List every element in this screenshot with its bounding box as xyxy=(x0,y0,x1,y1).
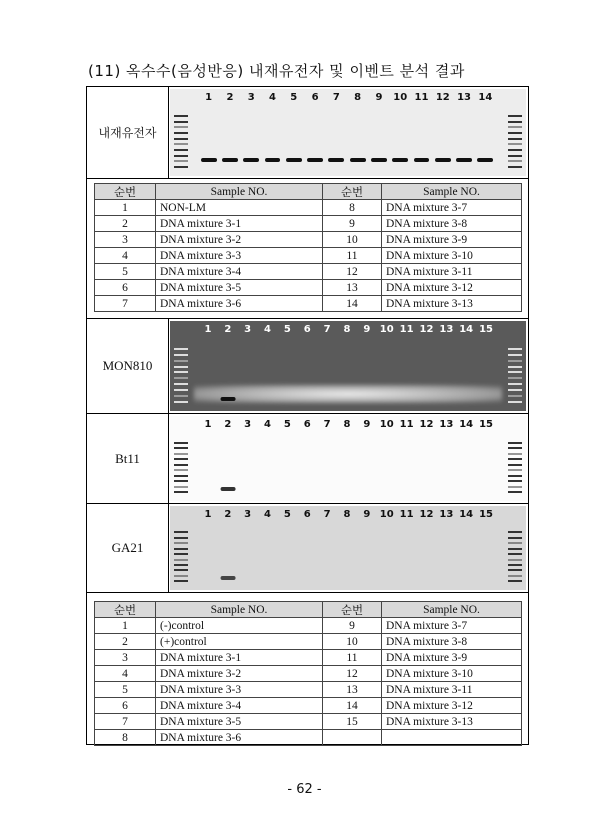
sample-index: 11 xyxy=(323,650,382,666)
ladder-band xyxy=(508,559,522,561)
sample-index: 8 xyxy=(95,730,156,746)
lane-number: 11 xyxy=(399,419,414,430)
ladder-band xyxy=(174,447,188,449)
ladder-band xyxy=(174,569,188,571)
lane-number: 14 xyxy=(478,92,493,103)
ladder-band xyxy=(508,121,522,123)
sample-name: DNA mixture 3-12 xyxy=(382,698,522,714)
lane-number: 9 xyxy=(363,419,371,430)
ladder-band xyxy=(174,542,188,544)
sample-index: 12 xyxy=(323,264,382,280)
ladder-band xyxy=(174,564,188,566)
sample-name: DNA mixture 3-9 xyxy=(382,232,522,248)
column-header: Sample NO. xyxy=(382,184,522,200)
table-row xyxy=(95,264,522,280)
sample-index: 12 xyxy=(323,666,382,682)
ladder-band xyxy=(508,160,522,162)
table-header xyxy=(95,184,522,200)
lane-number: 5 xyxy=(290,92,298,103)
lane-number: 5 xyxy=(283,509,291,520)
ladder-band xyxy=(508,531,522,533)
sample-name: DNA mixture 3-12 xyxy=(382,280,522,296)
ladder-band xyxy=(508,453,522,455)
lane-number: 13 xyxy=(439,419,454,430)
ladder-band xyxy=(508,366,522,368)
ladder-band xyxy=(174,480,188,482)
table-row xyxy=(95,682,522,698)
sample-name: DNA mixture 3-1 xyxy=(156,650,323,666)
ladder-band xyxy=(174,149,188,151)
ladder-band xyxy=(508,383,522,385)
table-row xyxy=(95,698,522,714)
lane-number: 12 xyxy=(419,509,434,520)
sample-name: DNA mixture 3-3 xyxy=(156,682,323,698)
ladder-band xyxy=(174,458,188,460)
gel-row-endogenous xyxy=(87,87,528,179)
ladder-band xyxy=(174,537,188,539)
sample-name: DNA mixture 3-10 xyxy=(382,248,522,264)
sample-index: 10 xyxy=(323,634,382,650)
table-row xyxy=(95,666,522,682)
lane-number: 3 xyxy=(244,324,252,335)
ladder-band xyxy=(508,115,522,117)
sample-index: 3 xyxy=(95,650,156,666)
column-header: Sample NO. xyxy=(382,602,522,618)
sample-name: DNA mixture 3-8 xyxy=(382,634,522,650)
lane-number: 8 xyxy=(354,92,362,103)
ladder-band xyxy=(508,469,522,471)
ladder-band xyxy=(508,401,522,403)
sample-index: 14 xyxy=(323,296,382,312)
section-title: (11) 옥수수(음성반응) 내재유전자 및 이벤트 분석 결과 xyxy=(88,62,465,80)
ladder-band xyxy=(508,138,522,140)
column-header: 순번 xyxy=(323,602,382,618)
ladder-band xyxy=(174,389,188,391)
ladder-band xyxy=(174,132,188,134)
sample-name: DNA mixture 3-13 xyxy=(382,296,522,312)
sample-index: 7 xyxy=(95,296,156,312)
lane-number: 15 xyxy=(479,419,494,430)
lane-number: 14 xyxy=(459,509,474,520)
ladder-band xyxy=(174,366,188,368)
sample-index: 9 xyxy=(323,216,382,232)
ladder-band xyxy=(174,575,188,577)
sample-table-row-2 xyxy=(87,593,528,745)
lane-number: 5 xyxy=(283,324,291,335)
sample-index: 6 xyxy=(95,280,156,296)
lane-number: 11 xyxy=(399,324,414,335)
sample-index: 2 xyxy=(95,216,156,232)
table-row xyxy=(95,618,522,634)
pcr-band xyxy=(243,158,259,162)
ladder-band xyxy=(508,580,522,582)
sample-name: DNA mixture 3-7 xyxy=(382,200,522,216)
ladder-band xyxy=(508,447,522,449)
sample-name: DNA mixture 3-7 xyxy=(382,618,522,634)
pcr-band xyxy=(220,576,235,580)
lane-number: 3 xyxy=(244,419,252,430)
sample-name: NON-LM xyxy=(156,200,323,216)
gel-image-bt11 xyxy=(170,416,526,501)
ladder-band xyxy=(174,138,188,140)
ladder-band xyxy=(508,126,522,128)
sample-name: DNA mixture 3-1 xyxy=(156,216,323,232)
lane-number: 11 xyxy=(414,92,429,103)
pcr-band xyxy=(350,158,366,162)
lane-number: 2 xyxy=(224,509,232,520)
lane-number: 8 xyxy=(343,509,351,520)
sample-index: 6 xyxy=(95,698,156,714)
lane-number: 3 xyxy=(247,92,255,103)
ladder-band xyxy=(508,475,522,477)
gel-image-mon810 xyxy=(170,321,526,411)
pcr-band xyxy=(392,158,408,162)
sample-index: 13 xyxy=(323,280,382,296)
lane-number: 11 xyxy=(399,509,414,520)
lane-number: 4 xyxy=(269,92,276,103)
ladder-band xyxy=(174,121,188,123)
sample-index: 2 xyxy=(95,634,156,650)
ladder-band xyxy=(174,442,188,444)
ladder-band xyxy=(174,401,188,403)
lane-number: 13 xyxy=(439,509,454,520)
column-header: Sample NO. xyxy=(156,602,323,618)
lane-number: 4 xyxy=(264,419,272,430)
lane-number: 15 xyxy=(479,324,494,335)
ladder-band xyxy=(508,537,522,539)
lane-number: 7 xyxy=(323,419,331,430)
ladder-band xyxy=(174,377,188,379)
table-row xyxy=(95,714,522,730)
ladder-band xyxy=(508,395,522,397)
lane-number: 1 xyxy=(205,92,213,103)
sample-name: (+)control xyxy=(156,634,323,650)
results-table xyxy=(86,86,529,745)
sample-name: DNA mixture 3-3 xyxy=(156,248,323,264)
ladder-band xyxy=(174,371,188,373)
ladder-band xyxy=(174,553,188,555)
ladder-band xyxy=(174,475,188,477)
ladder-band xyxy=(508,348,522,350)
sample-index: 1 xyxy=(95,618,156,634)
pcr-band xyxy=(307,158,323,162)
table-row xyxy=(95,296,522,312)
ladder-band xyxy=(174,115,188,117)
sample-name: DNA mixture 3-5 xyxy=(156,280,323,296)
pcr-band xyxy=(265,158,281,162)
lane-number: 7 xyxy=(323,324,331,335)
gel-label: 내재유전자 xyxy=(87,87,169,178)
sample-index: 1 xyxy=(95,200,156,216)
lane-number: 1 xyxy=(204,324,212,335)
sample-name: DNA mixture 3-4 xyxy=(156,698,323,714)
ladder-band xyxy=(174,155,188,157)
lane-number: 2 xyxy=(226,92,234,103)
lane-number: 14 xyxy=(459,419,474,430)
ladder-band xyxy=(508,480,522,482)
ladder-band xyxy=(174,559,188,561)
table-row xyxy=(95,232,522,248)
sample-index: 15 xyxy=(323,714,382,730)
lane-number: 10 xyxy=(393,92,408,103)
sample-index: 4 xyxy=(95,666,156,682)
ladder-band xyxy=(174,580,188,582)
table-row xyxy=(95,200,522,216)
sample-name: DNA mixture 3-11 xyxy=(382,264,522,280)
pcr-band xyxy=(414,158,430,162)
lane-number: 6 xyxy=(311,92,319,103)
sample-name: DNA mixture 3-13 xyxy=(382,714,522,730)
table-row xyxy=(95,730,522,746)
sample-name: DNA mixture 3-2 xyxy=(156,666,323,682)
sample-name: (-)control xyxy=(156,618,323,634)
ladder-band xyxy=(174,464,188,466)
ladder-band xyxy=(174,469,188,471)
column-header: 순번 xyxy=(95,184,156,200)
column-header: 순번 xyxy=(323,184,382,200)
ladder-band xyxy=(508,548,522,550)
lane-number: 9 xyxy=(363,324,371,335)
sample-name: DNA mixture 3-10 xyxy=(382,666,522,682)
pcr-band xyxy=(456,158,472,162)
ladder-band xyxy=(508,491,522,493)
sample-name: DNA mixture 3-8 xyxy=(382,216,522,232)
lane-number: 7 xyxy=(332,92,340,103)
lane-number: 6 xyxy=(303,509,311,520)
ladder-band xyxy=(508,564,522,566)
sample-index: 9 xyxy=(323,618,382,634)
pcr-band xyxy=(328,158,344,162)
sample-name: DNA mixture 3-6 xyxy=(156,730,323,746)
sample-name: DNA mixture 3-4 xyxy=(156,264,323,280)
pcr-band xyxy=(286,158,302,162)
ladder-band xyxy=(508,149,522,151)
lane-number: 14 xyxy=(459,324,474,335)
sample-index xyxy=(323,730,382,746)
sample-index: 4 xyxy=(95,248,156,264)
sample-name: DNA mixture 3-11 xyxy=(382,682,522,698)
pcr-band xyxy=(222,158,238,162)
gel-glow xyxy=(194,385,502,403)
pcr-band xyxy=(477,158,493,162)
sample-table-2 xyxy=(94,601,522,746)
gel-row-ga21 xyxy=(87,504,528,593)
ladder-band xyxy=(508,542,522,544)
sample-index: 5 xyxy=(95,682,156,698)
ladder-band xyxy=(174,143,188,145)
ladder-band xyxy=(508,132,522,134)
ladder-band xyxy=(174,453,188,455)
pcr-band xyxy=(201,158,217,162)
lane-number: 7 xyxy=(323,509,331,520)
ladder-band xyxy=(174,491,188,493)
lane-number: 10 xyxy=(379,324,394,335)
ladder-band xyxy=(508,360,522,362)
lane-number: 3 xyxy=(244,509,252,520)
lane-number: 8 xyxy=(343,324,351,335)
lane-number: 13 xyxy=(457,92,472,103)
sample-index: 5 xyxy=(95,264,156,280)
pcr-band xyxy=(220,397,235,401)
lane-number: 9 xyxy=(363,509,371,520)
ladder-band xyxy=(174,395,188,397)
ladder-band xyxy=(508,377,522,379)
ladder-band xyxy=(508,371,522,373)
column-header: Sample NO. xyxy=(156,184,323,200)
sample-index: 11 xyxy=(323,248,382,264)
lane-number: 4 xyxy=(264,509,272,520)
lane-number: 6 xyxy=(303,419,311,430)
ladder-band xyxy=(508,458,522,460)
sample-index: 14 xyxy=(323,698,382,714)
lane-number: 5 xyxy=(283,419,291,430)
ladder-band xyxy=(174,383,188,385)
lane-number: 10 xyxy=(379,419,394,430)
ladder-band xyxy=(174,166,188,168)
ladder-band xyxy=(174,160,188,162)
table-header xyxy=(95,602,522,618)
table-row xyxy=(95,216,522,232)
gel-label: MON810 xyxy=(87,319,169,413)
sample-index: 7 xyxy=(95,714,156,730)
lane-number: 6 xyxy=(303,324,311,335)
lane-number: 10 xyxy=(379,509,394,520)
ladder-band xyxy=(508,486,522,488)
gel-label: Bt11 xyxy=(87,414,169,503)
lane-number: 1 xyxy=(204,419,212,430)
ladder-band xyxy=(508,575,522,577)
pcr-band xyxy=(435,158,451,162)
ladder-band xyxy=(508,155,522,157)
ladder-band xyxy=(174,360,188,362)
sample-index: 8 xyxy=(323,200,382,216)
ladder-band xyxy=(174,531,188,533)
ladder-band xyxy=(508,143,522,145)
lane-number: 8 xyxy=(343,419,351,430)
sample-name: DNA mixture 3-6 xyxy=(156,296,323,312)
sample-name: DNA mixture 3-5 xyxy=(156,714,323,730)
lane-number: 9 xyxy=(375,92,383,103)
ladder-band xyxy=(174,126,188,128)
lane-number: 13 xyxy=(439,324,454,335)
gel-image-endogenous xyxy=(170,89,526,176)
ladder-band xyxy=(508,553,522,555)
gel-row-mon810 xyxy=(87,319,528,414)
sample-index: 10 xyxy=(323,232,382,248)
ladder-band xyxy=(508,442,522,444)
sample-table-row-1 xyxy=(87,179,528,319)
sample-index: 3 xyxy=(95,232,156,248)
ladder-band xyxy=(508,166,522,168)
ladder-band xyxy=(508,569,522,571)
lane-number: 2 xyxy=(224,324,232,335)
ladder-band xyxy=(174,486,188,488)
gel-image-ga21 xyxy=(170,506,526,590)
ladder-band xyxy=(174,354,188,356)
ladder-band xyxy=(508,389,522,391)
table-row xyxy=(95,634,522,650)
pcr-band xyxy=(220,487,235,491)
ladder-band xyxy=(508,354,522,356)
lane-number: 2 xyxy=(224,419,232,430)
sample-name: DNA mixture 3-2 xyxy=(156,232,323,248)
lane-number: 1 xyxy=(204,509,212,520)
ladder-band xyxy=(174,548,188,550)
pcr-band xyxy=(371,158,387,162)
gel-label: GA21 xyxy=(87,504,169,592)
table-row xyxy=(95,280,522,296)
column-header: 순번 xyxy=(95,602,156,618)
sample-name: DNA mixture 3-9 xyxy=(382,650,522,666)
sample-name xyxy=(382,730,522,746)
lane-number: 4 xyxy=(264,324,272,335)
lane-number: 12 xyxy=(419,324,434,335)
sample-index: 13 xyxy=(323,682,382,698)
lane-number: 12 xyxy=(435,92,450,103)
ladder-band xyxy=(174,348,188,350)
sample-table-1 xyxy=(94,183,522,312)
page-number: - 62 - xyxy=(287,782,322,797)
table-row xyxy=(95,248,522,264)
table-row xyxy=(95,650,522,666)
gel-row-bt11 xyxy=(87,414,528,504)
lane-number: 15 xyxy=(479,509,494,520)
lane-number: 12 xyxy=(419,419,434,430)
ladder-band xyxy=(508,464,522,466)
